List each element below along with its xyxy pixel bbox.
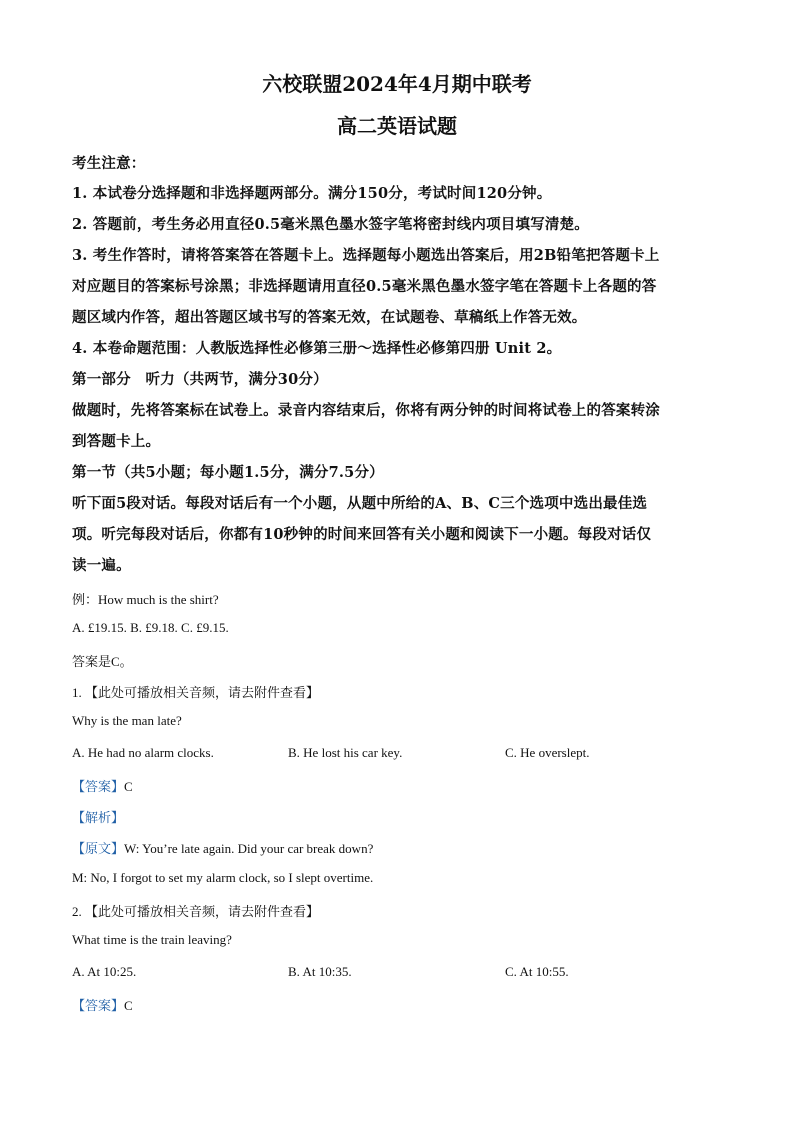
question-2-answer xyxy=(72,995,133,1014)
section1-instruction-line-2: 项。听完每段对话后，你都有10秒钟的时间来回答有关小题和阅读下一小题。每段对话仅 xyxy=(72,526,652,543)
example-answer: 答案是C。 xyxy=(72,654,133,669)
question-number: 1. xyxy=(72,685,82,700)
answer-tag: 【答案】 xyxy=(72,780,125,795)
answer-value: C xyxy=(124,998,133,1013)
part1-instruction-line-2: 到答题卡上。 xyxy=(72,433,161,450)
notice-item-3-line-3: 题区域内作答，超出答题区域书写的答案无效，在试题卷、草稿纸上作答无效。 xyxy=(72,309,587,326)
question-1-header xyxy=(72,682,319,701)
part1-instruction-line-1: 做题时，先将答案标在试卷上。录音内容结束后，你将有两分钟的时间将试卷上的答案转涂 xyxy=(72,402,660,419)
question-2-option-c: C. At 10:55. xyxy=(505,964,569,979)
notice-item-3-line-2: 对应题目的答案标号涂黑；非选择题请用直径0.5毫米黑色墨水签字笔在答题卡上各题的答 xyxy=(72,278,657,295)
answer-value: C xyxy=(124,779,133,794)
part1-heading: 第一部分 听力（共两节，满分30分） xyxy=(72,371,328,388)
audio-note[interactable]: 【此处可播放相关音频，请去附件查看】 xyxy=(85,904,320,919)
question-1-analysis xyxy=(72,807,124,826)
question-1-answer xyxy=(72,776,133,795)
question-1-text: Why is the man late? xyxy=(72,713,182,728)
exam-title: 六校联盟2024年4月期中联考 xyxy=(262,72,532,96)
question-2-text: What time is the train leaving? xyxy=(72,932,232,947)
notice-item-1: 1. 本试卷分选择题和非选择题两部分。满分150分，考试时间120分钟。 xyxy=(72,185,552,202)
answer-tag: 【答案】 xyxy=(72,999,125,1014)
question-1-option-c: C. He overslept. xyxy=(505,745,590,760)
question-1-original-m: M: No, I forgot to set my alarm clock, so I slept overtime. xyxy=(72,870,374,885)
example-options: A. £19.15. B. £9.18. C. £9.15. xyxy=(72,620,229,635)
section1-instruction-line-1: 听下面5段对话。每段对话后有一个小题，从题中所给的A、B、C三个选项中选出最佳选 xyxy=(72,495,648,512)
section1-heading: 第一节（共5小题；每小题1.5分，满分7.5分） xyxy=(72,464,384,481)
original-tag: 【原文】 xyxy=(72,842,125,857)
question-2-option-a: A. At 10:25. xyxy=(72,964,137,979)
question-2-option-b: B. At 10:35. xyxy=(288,964,352,979)
analysis-tag: 【解析】 xyxy=(72,811,125,826)
audio-note[interactable]: 【此处可播放相关音频，请去附件查看】 xyxy=(85,685,320,700)
question-2-header xyxy=(72,901,319,920)
notice-item-3-line-1: 3. 考生作答时，请将答案答在答题卡上。选择题每小题选出答案后，用2B铅笔把答题卡上 xyxy=(72,247,660,264)
question-number: 2. xyxy=(72,904,82,919)
question-1-original-w xyxy=(72,838,373,857)
exam-subtitle: 高二英语试题 xyxy=(337,114,457,138)
notice-item-2: 2. 答题前，考生务必用直径0.5毫米黑色墨水签字笔将密封线内项目填写清楚。 xyxy=(72,216,590,233)
example-question: 例：How much is the shirt? xyxy=(72,592,219,607)
notice-heading: 考生注意： xyxy=(72,155,146,172)
question-1-option-b: B. He lost his car key. xyxy=(288,745,403,760)
original-line-w: W: You’re late again. Did your car break down? xyxy=(124,841,374,856)
notice-item-4: 4. 本卷命题范围：人教版选择性必修第三册～选择性必修第四册 Unit 2。 xyxy=(72,340,562,357)
question-1-option-a: A. He had no alarm clocks. xyxy=(72,745,214,760)
section1-instruction-line-3: 读一遍。 xyxy=(72,557,131,574)
